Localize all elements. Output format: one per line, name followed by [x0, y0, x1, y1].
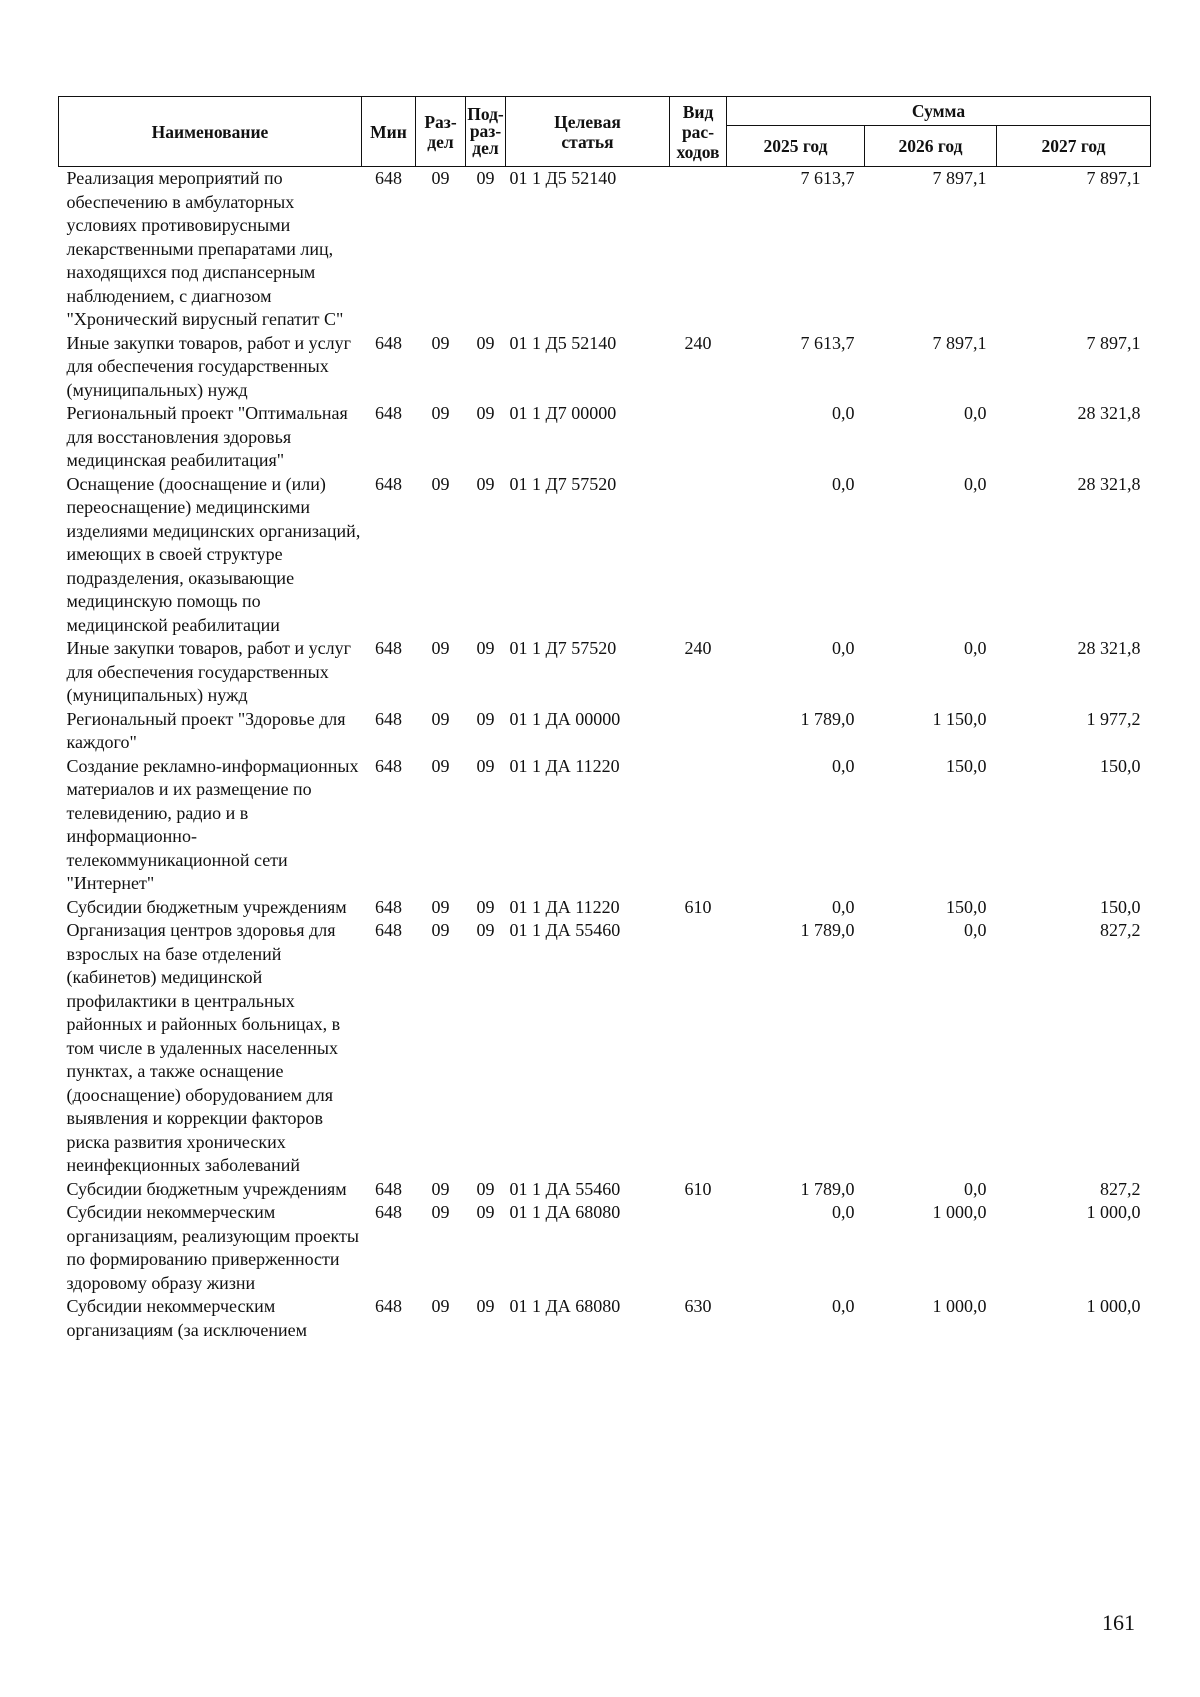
- header-year-2025: 2025 год: [727, 126, 865, 167]
- cell-2026: 0,0: [964, 638, 987, 658]
- page-number: 161: [1102, 1610, 1135, 1635]
- cell-razdel: 09: [431, 332, 450, 353]
- cell-vid: [670, 919, 727, 1178]
- cell-target: 01 1 Д7 57520: [509, 473, 617, 494]
- cell-min: 648: [375, 1296, 402, 1316]
- cell-2027: 28 321,8: [1077, 403, 1141, 423]
- cell-2026: 0,0: [964, 403, 987, 423]
- cell-razdel: 09: [431, 1178, 450, 1199]
- table-row: [59, 919, 1151, 1178]
- table-row: [59, 167, 1151, 332]
- cell-2025: 0,0: [832, 473, 855, 494]
- cell-name: Иные закупки товаров, работ и услуг для обеспечения государственных (муниципальных) нужд: [66, 332, 351, 400]
- cell-2026: 150,0: [946, 755, 987, 776]
- cell-vid: [670, 1201, 727, 1295]
- cell-name: Региональный проект "Здоровье для каждого": [66, 708, 346, 752]
- cell-2025: 7 613,7: [800, 332, 855, 353]
- cell-name: Создание рекламно-информационных материалов и их размещение по телевидению, радио и в информационно-телекоммуникационной сети "Интернет": [66, 755, 359, 893]
- cell-min: 648: [375, 403, 402, 423]
- cell-podrazdel: 09: [476, 708, 495, 729]
- cell-2027: 28 321,8: [1077, 638, 1141, 658]
- cell-2025: 0,0: [832, 638, 855, 658]
- cell-min: 648: [375, 332, 402, 353]
- cell-2027: 827,2: [1100, 920, 1141, 940]
- cell-target: 01 1 ДА 55460: [509, 920, 621, 940]
- cell-target: 01 1 ДА 00000: [509, 708, 621, 729]
- table-row: [59, 1201, 1151, 1295]
- header-vid: Вид рас- ходов: [670, 97, 727, 167]
- cell-2025: 1 789,0: [800, 1178, 855, 1199]
- table-row: [59, 402, 1151, 473]
- cell-target: 01 1 ДА 68080: [509, 1296, 621, 1316]
- cell-2027: 28 321,8: [1077, 473, 1141, 494]
- cell-vid: 610: [684, 896, 712, 917]
- cell-podrazdel: 09: [476, 1178, 495, 1199]
- header-year-2026: 2026 год: [865, 126, 997, 167]
- cell-2025: 0,0: [832, 896, 855, 917]
- cell-vid: 240: [684, 638, 712, 658]
- cell-razdel: 09: [431, 1202, 450, 1222]
- cell-razdel: 09: [431, 638, 450, 658]
- cell-podrazdel: 09: [476, 1296, 495, 1316]
- table-row: [59, 1295, 1151, 1342]
- cell-podrazdel: 09: [476, 920, 495, 940]
- cell-2025: 0,0: [832, 403, 855, 423]
- cell-2025: 0,0: [832, 755, 855, 776]
- header-sum: Сумма: [727, 97, 1151, 126]
- cell-min: 648: [375, 896, 402, 917]
- cell-podrazdel: 09: [476, 332, 495, 353]
- cell-2026: 0,0: [964, 920, 987, 940]
- cell-razdel: 09: [431, 755, 450, 776]
- cell-2025: 1 789,0: [800, 920, 855, 940]
- cell-2027: 827,2: [1100, 1178, 1141, 1199]
- table-header: [59, 97, 1151, 167]
- cell-podrazdel: 09: [476, 755, 495, 776]
- cell-min: 648: [375, 1178, 402, 1199]
- table-row: [59, 332, 1151, 403]
- header-name: Наименование: [59, 97, 362, 167]
- cell-target: 01 1 ДА 68080: [509, 1202, 621, 1222]
- cell-target: 01 1 ДА 11220: [509, 755, 620, 776]
- header-year-2027: 2027 год: [997, 126, 1151, 167]
- cell-2027: 1 000,0: [1086, 1202, 1141, 1222]
- cell-podrazdel: 09: [476, 896, 495, 917]
- cell-target: 01 1 Д7 57520: [509, 638, 617, 658]
- cell-2027: 1 977,2: [1086, 708, 1141, 729]
- cell-2025: 0,0: [832, 1296, 855, 1316]
- cell-vid: 630: [684, 1296, 712, 1316]
- cell-2026: 7 897,1: [932, 168, 987, 188]
- header-razdel: Раз- дел: [416, 97, 466, 167]
- cell-min: 648: [375, 708, 402, 729]
- cell-2026: 0,0: [964, 1178, 987, 1199]
- cell-2026: 1 150,0: [932, 708, 987, 729]
- budget-table: [58, 96, 1151, 1342]
- table-row: [59, 755, 1151, 896]
- header-min: Мин: [362, 97, 416, 167]
- cell-min: 648: [375, 755, 402, 776]
- cell-razdel: 09: [431, 920, 450, 940]
- cell-name: Субсидии некоммерческим организациям, реализующим проекты по формированию приверженности здоровому образу жизни: [66, 1202, 360, 1293]
- cell-target: 01 1 Д7 00000: [509, 403, 617, 423]
- cell-2026: 1 000,0: [932, 1202, 987, 1222]
- cell-razdel: 09: [431, 473, 450, 494]
- cell-razdel: 09: [431, 896, 450, 917]
- cell-min: 648: [375, 920, 402, 940]
- table-row: [59, 708, 1151, 755]
- table-body: [59, 167, 1151, 1343]
- table-row: [59, 637, 1151, 708]
- cell-name: Субсидии бюджетным учреждениям: [66, 896, 347, 917]
- cell-target: 01 1 Д5 52140: [509, 332, 617, 353]
- cell-name: Организация центров здоровья для взрослых на базе отделений (кабинетов) медицинской профилактики в центральных районных и районных больницах, в том числе в удаленных населенных пунктах, а также оснащение (дооснащение) оборудованием для выявления и коррекции факторов риска развития хронических неинфекционных заболеваний: [66, 920, 341, 1175]
- cell-2027: 7 897,1: [1086, 168, 1141, 188]
- cell-vid: [670, 755, 727, 896]
- cell-podrazdel: 09: [476, 1202, 495, 1222]
- cell-razdel: 09: [431, 403, 450, 423]
- table-row: [59, 896, 1151, 920]
- cell-min: 648: [375, 168, 402, 188]
- cell-podrazdel: 09: [476, 403, 495, 423]
- cell-min: 648: [375, 473, 402, 494]
- cell-2027: 150,0: [1100, 896, 1141, 917]
- cell-target: 01 1 Д5 52140: [509, 168, 617, 188]
- cell-name: Региональный проект "Оптимальная для восстановления здоровья медицинская реабилитация": [66, 403, 348, 470]
- table-row: [59, 473, 1151, 638]
- cell-target: 01 1 ДА 11220: [509, 896, 620, 917]
- cell-name: Иные закупки товаров, работ и услуг для обеспечения государственных (муниципальных) нужд: [66, 638, 351, 705]
- header-podrazdel: Под- раз- дел: [466, 97, 506, 167]
- cell-2026: 7 897,1: [932, 332, 987, 353]
- cell-min: 648: [375, 1202, 402, 1222]
- cell-2026: 0,0: [964, 473, 987, 494]
- cell-name: Реализация мероприятий по обеспечению в амбулаторных условиях противовирусными лекарственными препаратами лиц, находящихся под диспансерным наблюдением, с диагнозом "Хронический вирусный гепатит С": [66, 168, 344, 329]
- cell-vid: [670, 167, 727, 332]
- cell-razdel: 09: [431, 1296, 450, 1316]
- cell-2025: 0,0: [832, 1202, 855, 1222]
- cell-podrazdel: 09: [476, 473, 495, 494]
- cell-2027: 150,0: [1100, 755, 1141, 776]
- cell-vid: [670, 402, 727, 473]
- cell-razdel: 09: [431, 168, 450, 188]
- cell-2025: 1 789,0: [800, 708, 855, 729]
- cell-podrazdel: 09: [476, 638, 495, 658]
- cell-podrazdel: 09: [476, 168, 495, 188]
- cell-razdel: 09: [431, 708, 450, 729]
- cell-2027: 1 000,0: [1086, 1296, 1141, 1316]
- cell-2025: 7 613,7: [800, 168, 855, 188]
- cell-name: Субсидии бюджетным учреждениям: [66, 1178, 347, 1199]
- cell-vid: [670, 473, 727, 638]
- cell-min: 648: [375, 638, 402, 658]
- document-page: [58, 96, 1150, 1342]
- cell-vid: 240: [684, 332, 712, 353]
- cell-vid: 610: [684, 1178, 712, 1199]
- cell-2026: 1 000,0: [932, 1296, 987, 1316]
- cell-name: Субсидии некоммерческим организациям (за исключением: [66, 1296, 308, 1340]
- cell-vid: [670, 708, 727, 755]
- cell-2026: 150,0: [946, 896, 987, 917]
- cell-target: 01 1 ДА 55460: [509, 1178, 621, 1199]
- header-target: Целевая статья: [506, 97, 670, 167]
- table-row: [59, 1178, 1151, 1202]
- cell-name: Оснащение (дооснащение и (или) переоснащение) медицинскими изделиями медицинских организаций, имеющих в своей структуре подразделения, оказывающие медицинскую помощь по медицинской реабилитации: [66, 473, 361, 635]
- cell-2027: 7 897,1: [1086, 332, 1141, 353]
